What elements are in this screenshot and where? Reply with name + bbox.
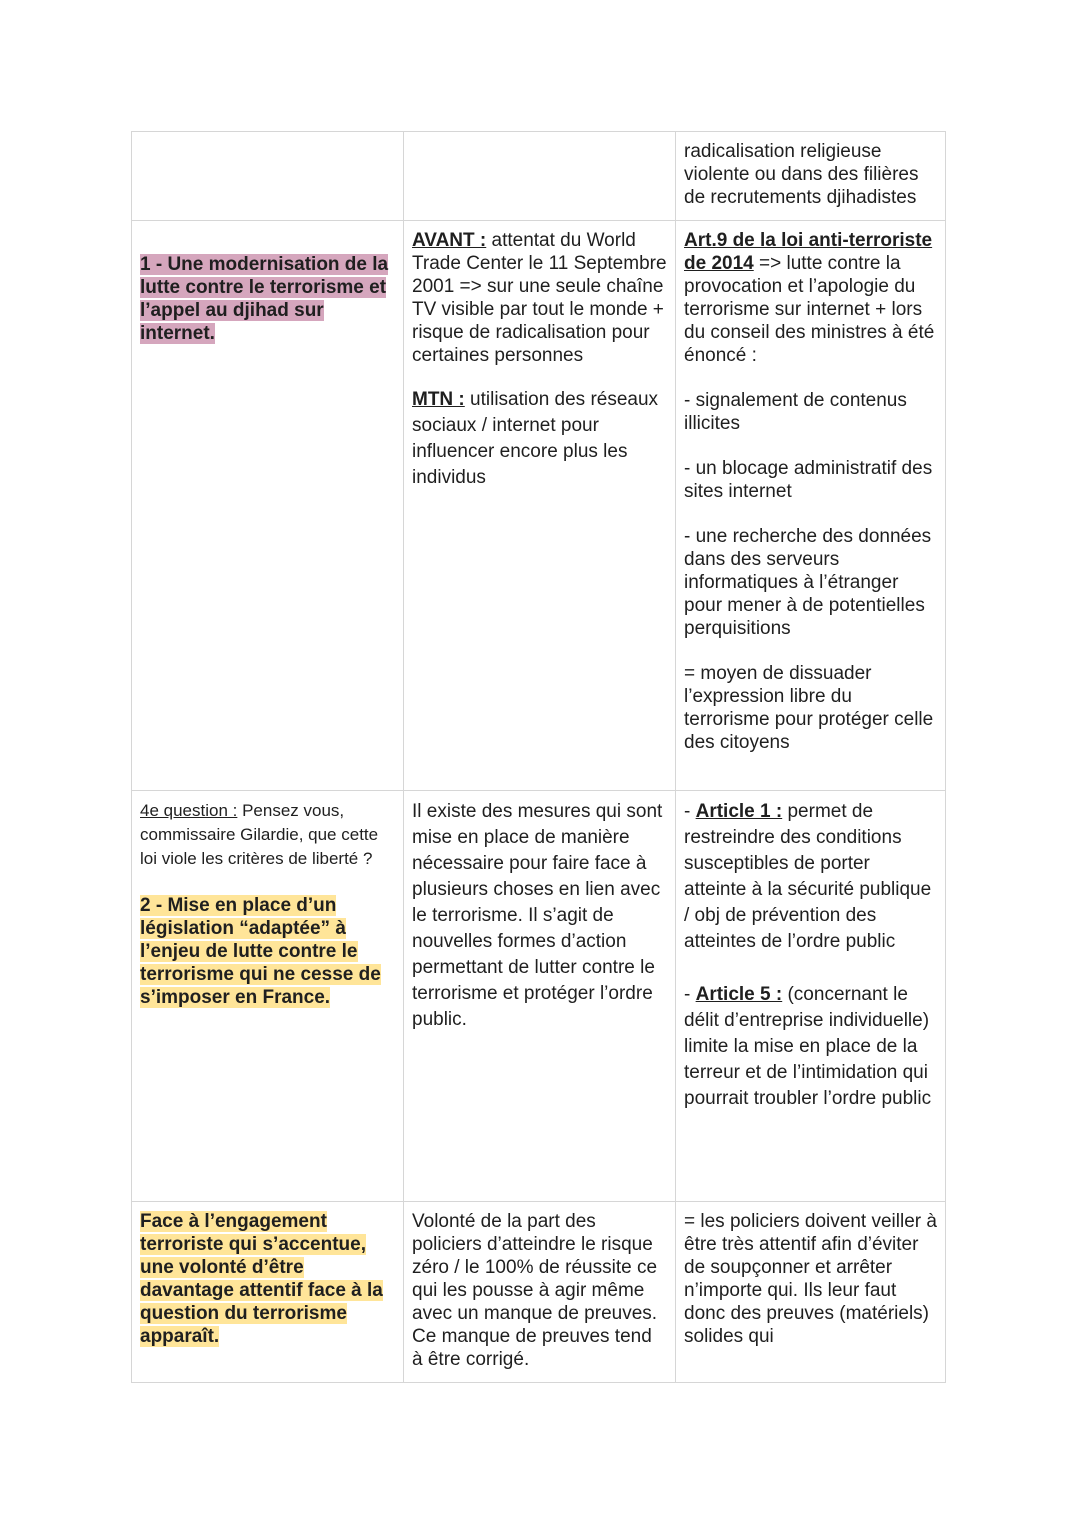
section-heading-1: 1 - Une modernisation de la lutte contre le terrorisme et l’appel au djihad sur internet.: [140, 254, 389, 344]
dash: -: [684, 801, 696, 822]
bullet-item: - signalement de contenus illicites: [684, 390, 907, 434]
cell-text: [676, 221, 946, 791]
cell-paragraph: Volonté de la part des policiers d’atteindre le risque zéro / le 100% de réussite ce qui les pousse à agir même avec un manque de preuves. Ce manque de preuves tend à être corrigé.: [412, 1211, 658, 1370]
bullet-item: - un blocage administratif des sites internet: [684, 458, 933, 502]
table-row: [132, 791, 946, 1202]
section-heading-2: 2 - Mise en place d’un législation “adaptée” à l’enjeu de lutte contre le terrorisme qui ne cesse de s’imposer en France.: [140, 895, 381, 1008]
article5-text: (concernant le délit d’entreprise individuelle) limite la mise en place de la terreur et de l’intimidation qui pourrait troubler l’ordre public: [684, 984, 932, 1109]
table-row: [132, 221, 946, 791]
article1-label: Article 1 :: [695, 801, 783, 822]
article9-label: Art.9 de la loi anti-terroriste de 2014: [684, 230, 933, 274]
dash: -: [684, 984, 696, 1005]
article1-text: permet de restreindre des conditions susceptibles de porter atteinte à la sécurité publique / obj de prévention des atteintes de l’ordre public: [684, 801, 932, 952]
cell-empty: [404, 132, 676, 221]
avant-label: AVANT :: [412, 230, 487, 251]
cell-paragraph: radicalisation religieuse violente ou dans des filières de recrutements djihadistes: [684, 141, 919, 208]
mtn-label: MTN :: [412, 389, 465, 410]
article5-paragraph: [684, 982, 937, 1112]
cell-text: [404, 1202, 676, 1383]
avant-text: attentat du World Trade Center le 11 Septembre 2001 => sur une seule chaîne TV visible par tout le monde + risque de radicalisation pour certaines personnes: [412, 230, 667, 366]
cell-heading: [132, 221, 404, 791]
cell-text: [676, 132, 946, 221]
mtn-paragraph: [412, 387, 667, 491]
cell-paragraph: = les policiers doivent veiller à être très attentif afin d’éviter de soupçonner et arrêter n’importe qui. Ils leur faut donc des preuves (matériels) solides qui: [684, 1211, 937, 1347]
table-row: [132, 132, 946, 221]
table-row: [132, 1202, 946, 1383]
bullet-item: - une recherche des données dans des serveurs informatiques à l’étranger pour mener à de potentielles perquisitions: [684, 526, 932, 639]
conclusion-paragraph: = moyen de dissuader l’expression libre du terrorisme pour protéger celle des citoyens: [684, 663, 934, 753]
cell-heading: [132, 1202, 404, 1383]
question-text: Pensez vous, commissaire Gilardie, que cette loi viole les critères de liberté ?: [140, 801, 379, 868]
section-heading-3: Face à l’engagement terroriste qui s’accentue, une volonté d’être davantage attentif face à la question du terrorisme apparaît.: [140, 1211, 383, 1347]
avant-paragraph: [412, 229, 667, 367]
cell-text: [404, 221, 676, 791]
cell-empty: [132, 132, 404, 221]
cell-text: [676, 791, 946, 1202]
article9-text: => lutte contre la provocation et l’apologie du terrorisme sur internet + lors du conseil des ministres à été énoncé :: [684, 253, 935, 366]
article9-paragraph: [684, 229, 937, 367]
question-label: 4e question :: [140, 801, 238, 820]
cell-paragraph: Il existe des mesures qui sont mise en place de manière nécessaire pour faire face à plusieurs choses en lien avec le terrorisme. Il s’agit de nouvelles formes d’action permettant de lutter contre le terrorisme et protéger l’ordre public.: [412, 801, 663, 1030]
question-paragraph: [140, 799, 395, 871]
article5-label: Article 5 :: [695, 984, 783, 1005]
cell-text: [676, 1202, 946, 1383]
notes-table: [131, 131, 946, 1383]
cell-heading: [132, 791, 404, 1202]
mtn-text: utilisation des réseaux sociaux / internet pour influencer encore plus les individus: [412, 389, 659, 488]
article1-paragraph: [684, 799, 937, 955]
cell-text: [404, 791, 676, 1202]
